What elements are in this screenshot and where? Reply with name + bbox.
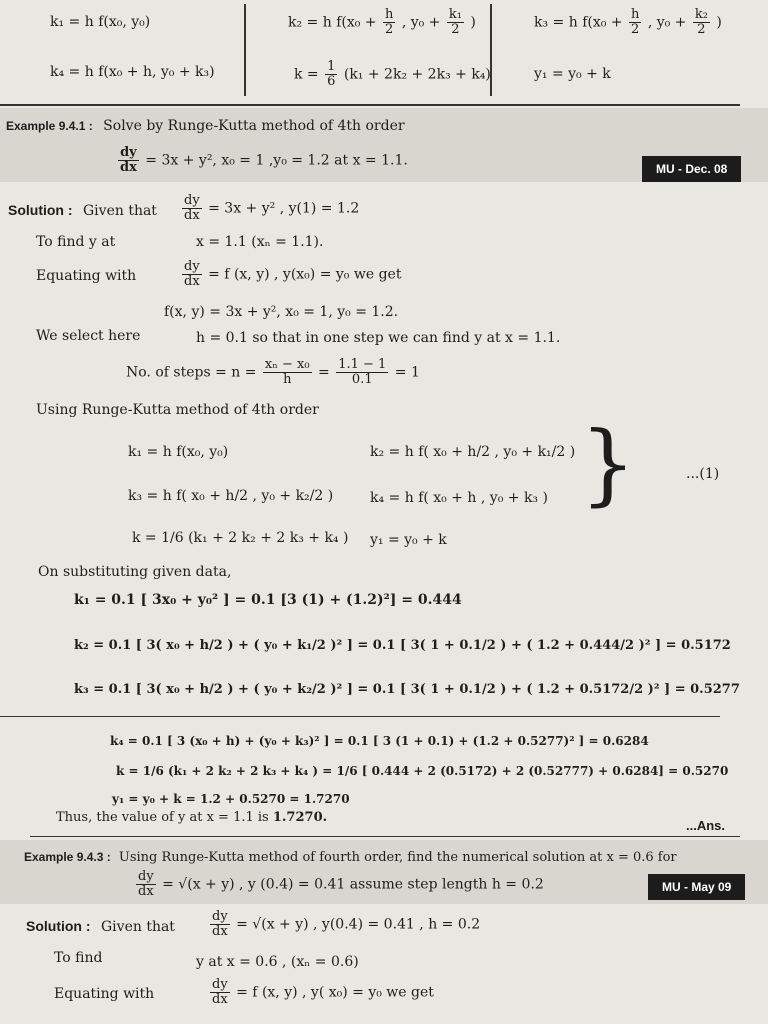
rk-k2: k₂ = h f( x₀ + h/2 , y₀ + k₁/2 )	[370, 444, 576, 460]
sub-k4: k₄ = 0.1 [ 3 (x₀ + h) + (y₀ + k₃)² ] = 0.1 [ 3 (1 + 0.1) + (1.2 + 0.5277)² ] = 0.6284	[110, 734, 649, 748]
example-941-equation: $\frac{dy}{dx}$ = 3x + y², x₀ = 1 ,y₀ = 1.2 at x = 1.1.	[120, 145, 408, 175]
example-943-equation: $\frac{dy}{dx}$ = √(x + y) , y (0.4) = 0.41 assume step length h = 0.2	[138, 869, 544, 899]
fraction: $\frac{dy}{dx}$	[212, 977, 228, 1007]
fraction: $\frac{h}{2}$	[384, 7, 394, 37]
right-brace: }	[580, 412, 636, 515]
fraction: $\frac{dy}{dx}$	[138, 869, 154, 899]
equation-ref: ...(1)	[686, 466, 720, 482]
rk-k3: k₃ = h f( x₀ + h/2 , y₀ + k₂/2 )	[128, 488, 334, 504]
formula-k2: k₂ = h f(x₀ + $\frac{h}{2}$ , y₀ + $\frac{\text{k₁}}{2}$ )	[288, 7, 476, 37]
rk-y1: y₁ = y₀ + k	[370, 532, 447, 548]
formula-k: k = $\frac{1}{6}$ (k₁ + 2k₂ + 2k₃ + k₄)	[294, 59, 491, 89]
fraction: $\frac{1.1 - 1}{0.1}$	[338, 357, 387, 387]
rk-k4: k₄ = h f( x₀ + h , y₀ + k₃ )	[370, 490, 548, 506]
formula-k1: k₁ = h f(x₀, y₀)	[50, 14, 151, 30]
sub-y1: y₁ = y₀ + k = 1.2 + 0.5270 = 1.7270	[112, 792, 350, 806]
fraction: $\frac{dy}{dx}$	[120, 145, 137, 175]
exam-badge: MU - Dec. 08	[642, 156, 741, 182]
find-equation-3: y at x = 0.6 , (xₙ = 0.6)	[196, 954, 359, 970]
example-943: Example 9.4.3 : Using Runge-Kutta method of fourth order, find the numerical solution at x = 0.6 for	[24, 850, 677, 865]
fraction: $\frac{dy}{dx}$	[212, 909, 228, 939]
fraction: $\frac{dy}{dx}$	[184, 193, 200, 223]
sub-k: k = 1/6 (k₁ + 2 k₂ + 2 k₃ + k₄ ) = 1/6 [ 0.444 + 2 (0.5172) + 2 (0.52777) + 0.6284] = 0.5270	[116, 764, 729, 778]
fraction: $\frac{dy}{dx}$	[184, 259, 200, 289]
formula-k4: k₄ = h f(x₀ + h, y₀ + k₃)	[50, 64, 215, 80]
example-941: Example 9.4.1 : Solve by Runge-Kutta method of 4th order	[6, 118, 405, 134]
fxy-line: f(x, y) = 3x + y², x₀ = 1, y₀ = 1.2.	[164, 304, 399, 320]
select-label: We select here	[36, 328, 141, 344]
substituting-line: On substituting given data,	[38, 564, 232, 580]
select-equation: h = 0.1 so that in one step we can find y at x = 1.1.	[196, 330, 561, 346]
find-label-3: To find	[54, 950, 103, 966]
divider	[30, 836, 740, 837]
solution-3: Solution : Given that	[26, 918, 175, 935]
formula-k3: k₃ = h f(x₀ + $\frac{h}{2}$ , y₀ + $\frac{\text{k₂}}{2}$ )	[534, 7, 722, 37]
exam-badge: MU - May 09	[648, 874, 745, 900]
equating-label-3: Equating with	[54, 986, 155, 1002]
formula-y1: y₁ = y₀ + k	[534, 66, 611, 82]
solution-1: Solution : Given that	[8, 202, 157, 219]
steps-line: No. of steps = n = $\frac{\text{xₙ − x₀}}{h}$ = $\frac{1.1 - 1}{0.1}$ = 1	[126, 357, 420, 387]
rk-k: k = 1/6 (k₁ + 2 k₂ + 2 k₃ + k₄ )	[132, 530, 349, 546]
fraction: $\frac{1}{6}$	[327, 59, 336, 89]
sub-k1: k₁ = 0.1 [ 3x₀ + y₀² ] = 0.1 [3 (1) + (1.2)²] = 0.444	[74, 592, 462, 608]
divider	[244, 4, 246, 96]
find-equation: x = 1.1 (xₙ = 1.1).	[196, 234, 324, 250]
answer-mark: ...Ans.	[686, 818, 726, 833]
sub-k3: k₃ = 0.1 [ 3( x₀ + h/2 ) + ( y₀ + k₂/2 )² ] = 0.1 [ 3( 1 + 0.1/2 ) + ( 1.2 + 0.5172/2 )² ] = 0.5277	[74, 682, 740, 697]
find-label: To find y at	[36, 234, 116, 250]
fraction: $\frac{\text{xₙ − x₀}}{h}$	[264, 357, 310, 387]
given-equation: $\frac{dy}{dx}$ = 3x + y² , y(1) = 1.2	[184, 193, 360, 223]
equating-equation-3: $\frac{dy}{dx}$ = f (x, y) , y( x₀) = y₀ we get	[212, 977, 434, 1007]
equating-equation: $\frac{dy}{dx}$ = f (x, y) , y(x₀) = y₀ we get	[184, 259, 402, 289]
sub-k2: k₂ = 0.1 [ 3( x₀ + h/2 ) + ( y₀ + k₁/2 )² ] = 0.1 [ 3( 1 + 0.1/2 ) + ( 1.2 + 0.444/2 )² ] = 0.5172	[74, 638, 731, 653]
equating-label: Equating with	[36, 268, 137, 284]
divider	[0, 104, 740, 106]
using-line: Using Runge-Kutta method of 4th order	[36, 402, 319, 418]
fraction: $\frac{\text{k₂}}{2}$	[694, 7, 708, 37]
fraction: $\frac{h}{2}$	[630, 7, 640, 37]
given-equation-3: $\frac{dy}{dx}$ = √(x + y) , y(0.4) = 0.41 , h = 0.2	[212, 909, 481, 939]
thus-line: Thus, the value of y at x = 1.1 is 1.7270.	[56, 810, 328, 825]
fraction: $\frac{\text{k₁}}{2}$	[448, 7, 462, 37]
divider	[0, 716, 720, 717]
rk-k1: k₁ = h f(x₀, y₀)	[128, 444, 229, 460]
